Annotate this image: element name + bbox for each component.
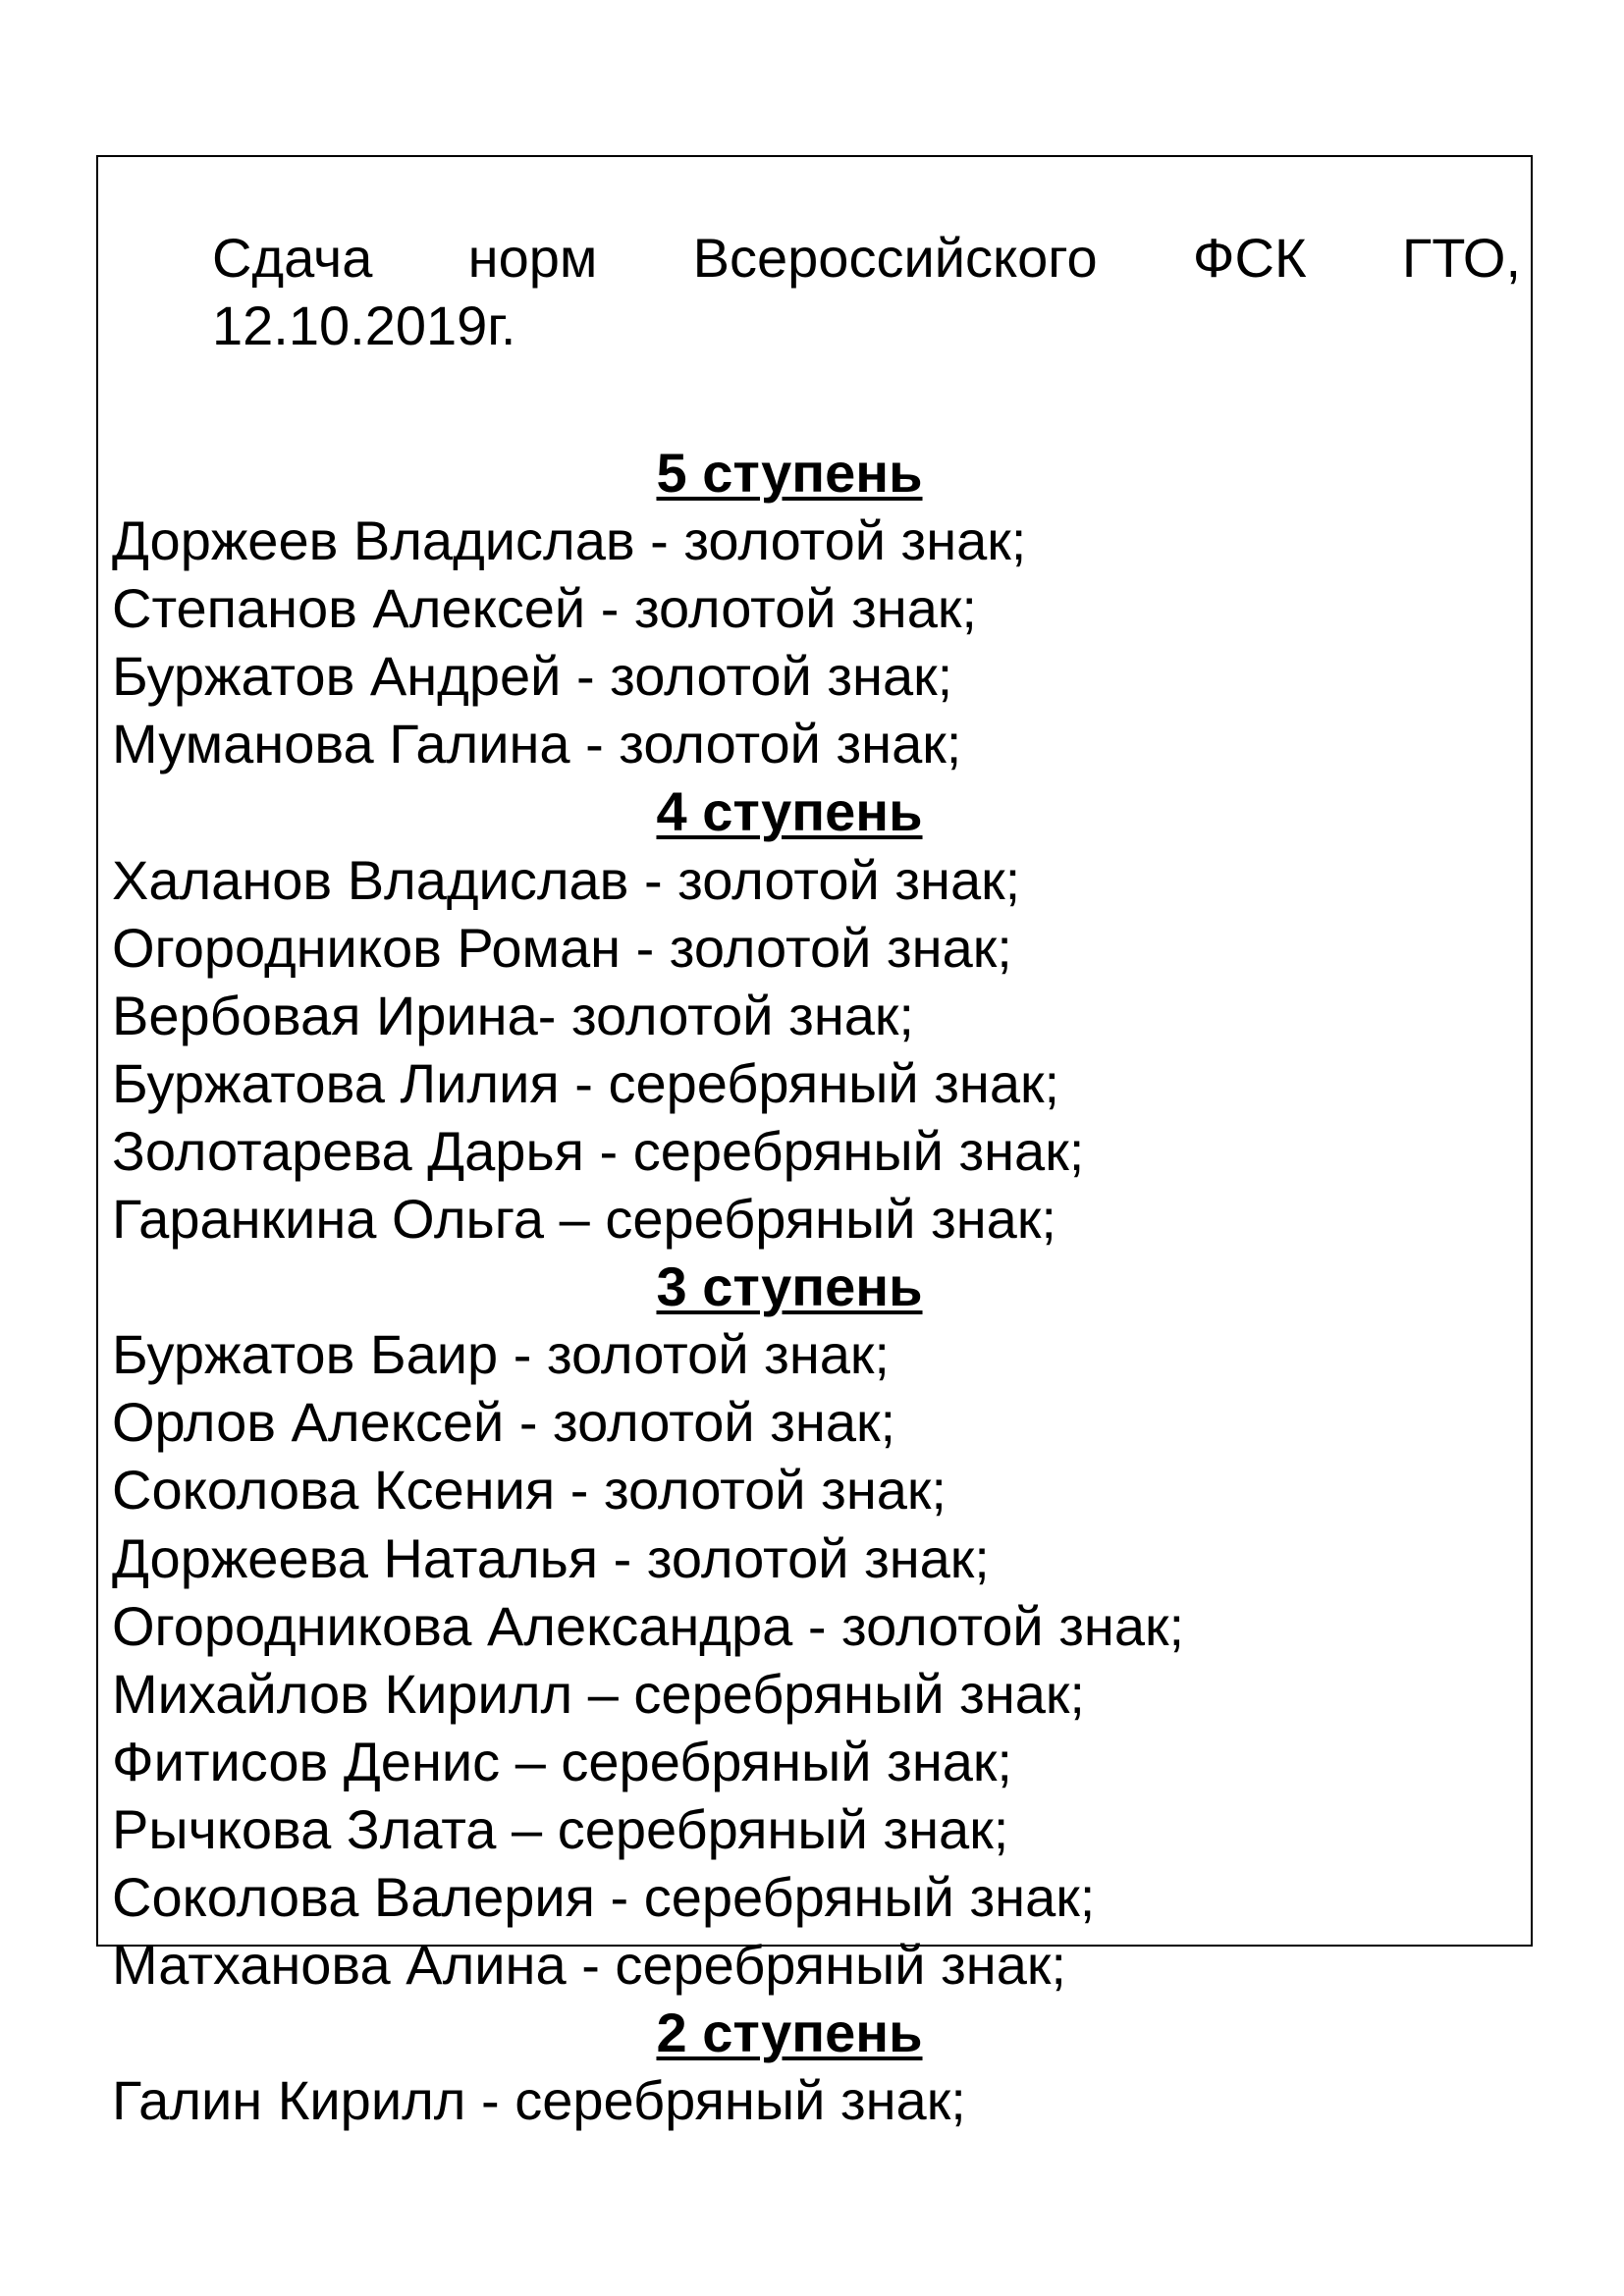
section-title: 5 ступень (656, 442, 923, 504)
list-item: Буржатов Андрей - золотой знак; (112, 645, 953, 708)
section-title: 2 ступень (656, 2002, 923, 2064)
list-item: Огородников Роман - золотой знак; (112, 916, 1012, 979)
list-item: Михайлов Кирилл – серебряный знак; (112, 1662, 1085, 1725)
list-item: Золотарева Дарья - серебряный знак; (112, 1119, 1085, 1182)
list-item: Муманова Галина - золотой знак; (112, 713, 962, 775)
section-stage-2 (112, 1999, 1516, 2134)
list-item: Доржеева Наталья - золотой знак; (112, 1526, 990, 1589)
list-item: Халанов Владислав - золотой знак; (112, 848, 1021, 911)
list-item: Соколова Валерия - серебряный знак; (112, 1865, 1096, 1928)
section-title: 3 ступень (656, 1255, 923, 1318)
list-item: Галин Кирилл - серебряный знак; (112, 2069, 966, 2132)
section-title: 4 ступень (656, 780, 923, 843)
title-line-1: Сдача норм Всероссийского ФСК ГТО, (212, 227, 1521, 289)
list-item: Буржатов Баир - золотой знак; (112, 1323, 890, 1386)
list-item: Орлов Алексей - золотой знак; (112, 1391, 896, 1454)
list-item: Рычкова Злата – серебряный знак; (112, 1797, 1009, 1860)
document-title (212, 224, 1521, 359)
list-item: Вербовая Ирина- золотой знак; (112, 984, 914, 1046)
list-item: Степанов Алексей - золотой знак; (112, 577, 977, 640)
list-item: Огородникова Александра - золотой знак; (112, 1594, 1185, 1657)
list-item: Соколова Ксения - золотой знак; (112, 1459, 947, 1522)
title-line-2: 12.10.2019г. (212, 294, 516, 356)
list-item: Фитисов Денис – серебряный знак; (112, 1730, 1012, 1792)
list-item: Матханова Алина - серебряный знак; (112, 1934, 1066, 1997)
list-item: Гаранкина Ольга – серебряный знак; (112, 1188, 1056, 1251)
list-item: Доржеев Владислав - золотой знак; (112, 509, 1027, 572)
document-frame (96, 155, 1533, 2132)
list-item: Буржатова Лилия - серебряный знак; (112, 1051, 1060, 1114)
section-stage-5 (112, 439, 1516, 777)
results-list (112, 439, 1516, 2134)
section-stage-3 (112, 1253, 1516, 1999)
section-stage-4 (112, 777, 1516, 1253)
